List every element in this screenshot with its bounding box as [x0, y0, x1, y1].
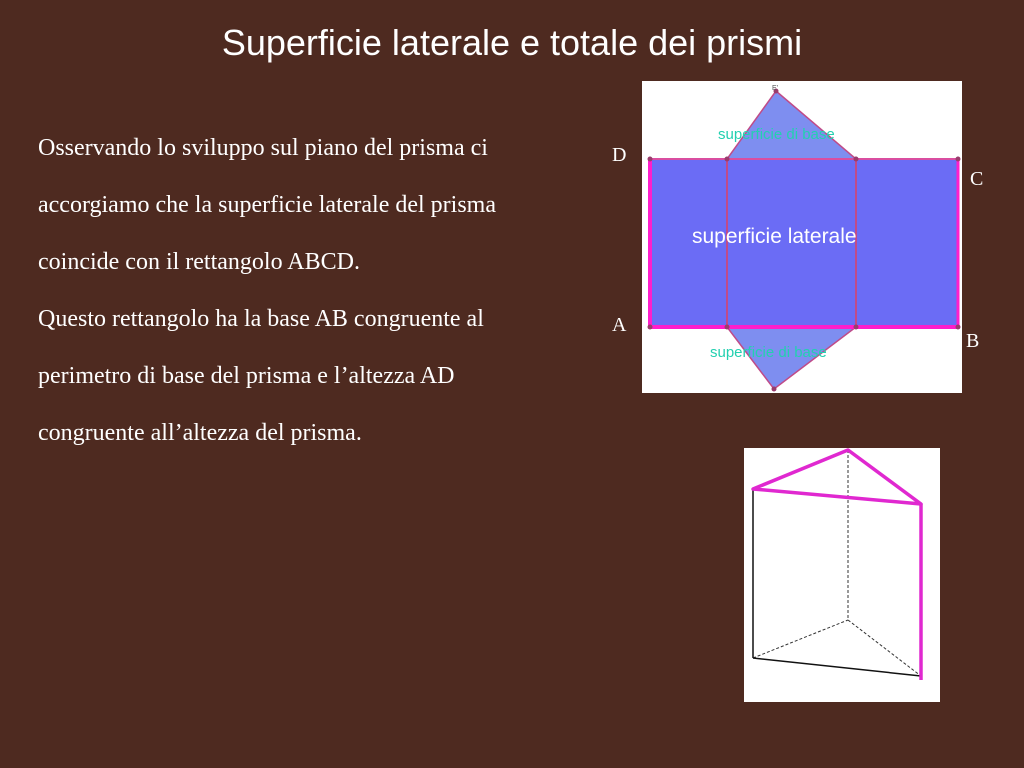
prism-3d-figure: [744, 448, 940, 702]
bottom-base-label: superficie di base: [710, 344, 827, 361]
front-bottom-edge: [753, 658, 921, 676]
paragraph-1: Osservando lo sviluppo sul piano del prisma ci accorgiamo che la superficie laterale del prisma coincide con il rettangolo ABCD.: [38, 135, 496, 275]
vertex-label-d: D: [612, 144, 627, 166]
vertex-label-c: C: [970, 168, 984, 190]
lateral-surface-label: superficie laterale: [692, 225, 857, 248]
vertex-e-prime-label: E': [772, 85, 779, 92]
slide-title: Superficie laterale e totale dei prismi: [221, 22, 803, 63]
hidden-edge-left: [753, 620, 848, 658]
top-base-label: superficie di base: [718, 126, 835, 143]
top-base-triangle: [727, 91, 856, 159]
paragraph-2: Questo rettangolo ha la base AB congruente al perimetro di base del prisma e l’altezza AD congruente all’altezza del prisma.: [38, 306, 484, 446]
vertex-label-b: B: [966, 330, 980, 352]
hidden-edge-right: [848, 620, 921, 676]
top-base-outline: [753, 450, 921, 504]
vertex-label-a: A: [612, 314, 627, 336]
body-text: [38, 120, 538, 462]
prism-net-figure: [642, 81, 962, 393]
